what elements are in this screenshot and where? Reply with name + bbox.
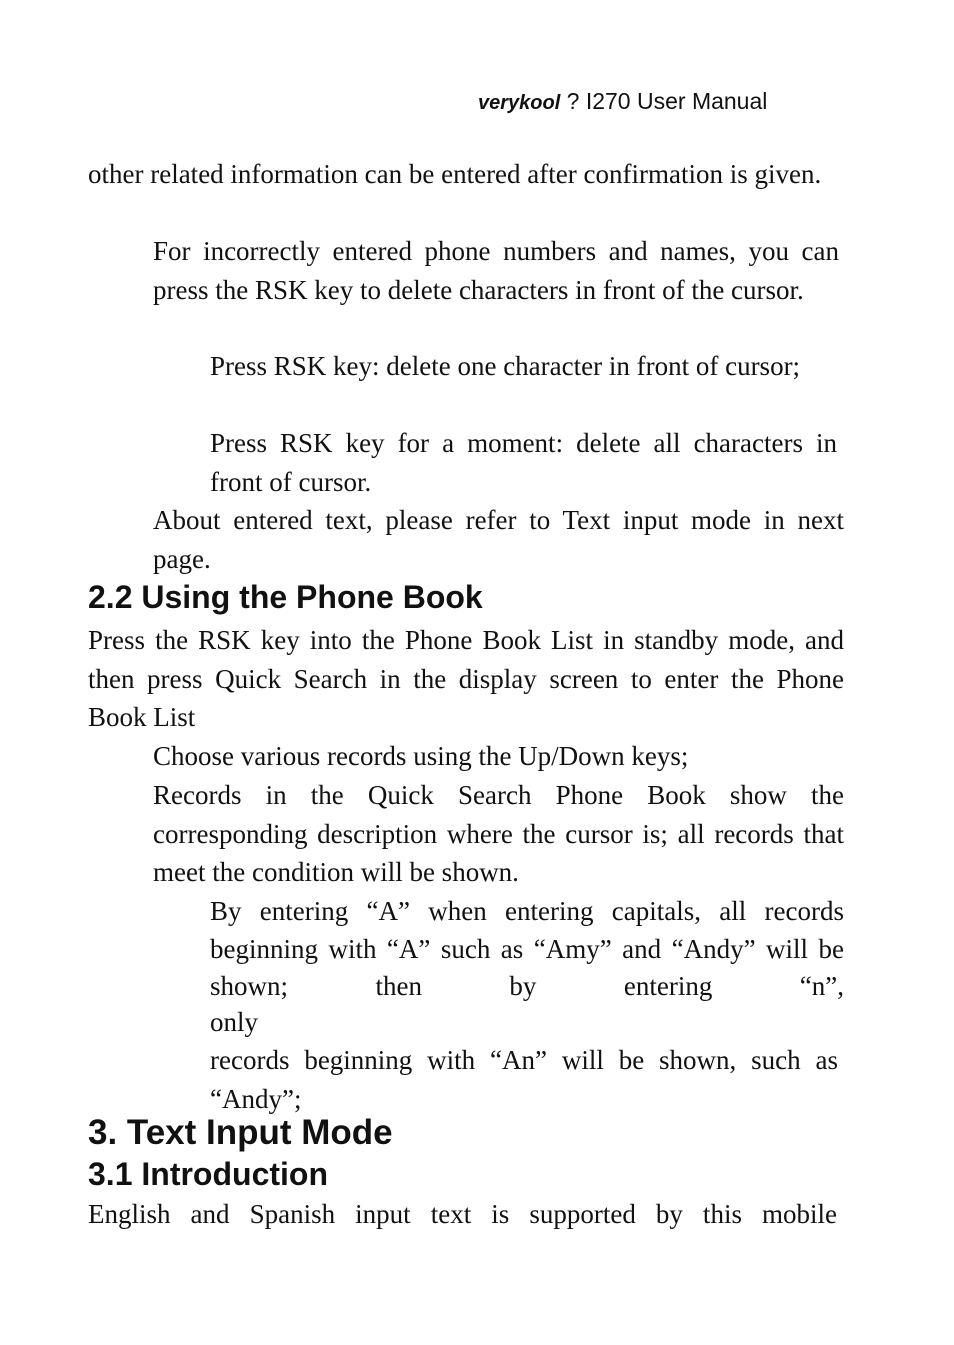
paragraph-choose-records: Choose various records using the Up/Down keys; (153, 741, 689, 771)
paragraph-press-rsk: Press RSK key: delete one character in front of cursor; (210, 351, 801, 381)
brand-name: verykool (478, 92, 561, 114)
paragraph-delete-characters: For incorrectly entered phone numbers and names, you can press the RSK key to delete characters in front of the cursor. (153, 236, 839, 305)
paragraph-only: only (210, 1007, 259, 1037)
manual-title: ? I270 User Manual (560, 88, 768, 114)
paragraph-records-beginning-an: records beginning with “An” will be shown, such as “Andy”; (210, 1045, 838, 1114)
paragraph-press-rsk-moment: Press RSK key for a moment: delete all characters in front of cursor. (210, 428, 837, 497)
paragraph-quick-search-records: Records in the Quick Search Phone Book show the corresponding description where the cursor is; all records that meet the condition will be shown. (153, 780, 844, 887)
paragraph-supported-languages: English and Spanish input text is supported by this mobile (88, 1199, 837, 1229)
paragraph-entering-capitals: By entering “A” when entering capitals, all records beginning with “A” such as “Amy” and “Andy” will be shown; then by entering “n”, (210, 896, 844, 1001)
heading-introduction: 3.1 Introduction (88, 1156, 328, 1192)
heading-using-phone-book: 2.2 Using the Phone Book (88, 579, 483, 615)
page-header (478, 88, 767, 115)
paragraph-confirmation: other related information can be entered after confirmation is given. (88, 159, 822, 189)
heading-text-input-mode: 3. Text Input Mode (88, 1113, 393, 1152)
paragraph-text-input-reference: About entered text, please refer to Text input mode in next page. (153, 505, 844, 574)
paragraph-phone-book-list: Press the RSK key into the Phone Book List in standby mode, and then press Quick Search in the display screen to enter the Phone Book List (88, 625, 844, 732)
